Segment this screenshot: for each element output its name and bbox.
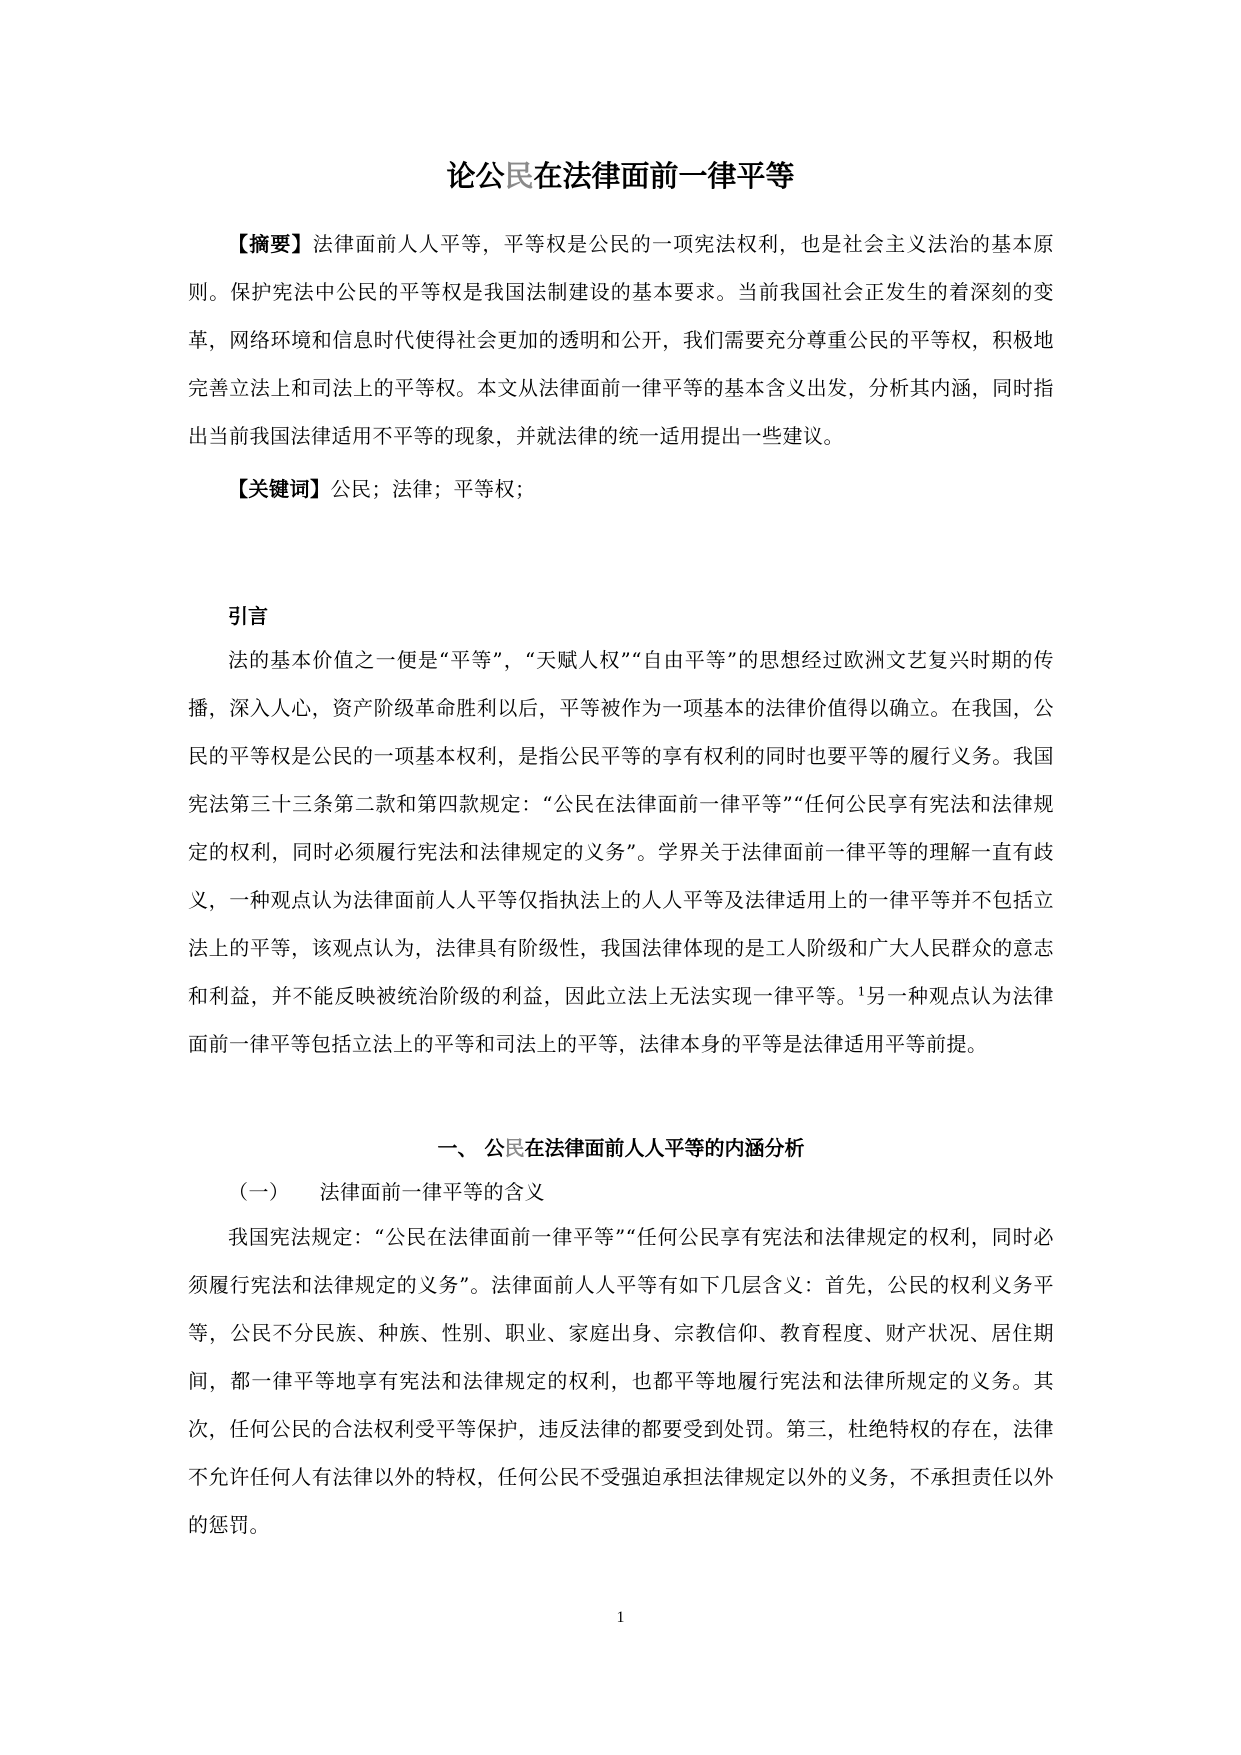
keywords-label: 【关键词】 (228, 477, 331, 501)
section-1-heading (188, 1128, 1054, 1168)
title-part-1: 论公 (446, 159, 505, 193)
document-title (0, 156, 1241, 196)
subsection-1-number: （一） (228, 1180, 290, 1204)
section-1-number: 一、 (437, 1136, 478, 1160)
intro-text: 法的基本价值之一便是“平等”，“天赋人权”“自由平等”的思想经过欧洲文艺复兴时期的传播，深入人心，资产阶级革命胜利以后，平等被作为一项基本的法律价值得以确立。在我国，公民的平等权是公民的一项基本权利，是指公民平等的享有权利的同时也要平等的履行义务。我国宪法第三十三条第二款和第四款规定：“公民在法律面前一律平等”“任何公民享有宪法和法律规定的权利，同时必须履行宪法和法律规定的义务”。学界关于法律面前一律平等的理解一直有歧义，一种观点认为法律面前人人平等仅指执法上的人人平等及法律适用上的一律平等并不包括立法上的平等，该观点认为，法律具有阶级性，我国法律体现的是工人阶级和广大人民群众的意志和利益，并不能反映被统治阶级的利益，因此立法上无法实现一律平等。 (188, 648, 1054, 1008)
section-1-title-part-1: 公 (484, 1136, 505, 1160)
page-number: 1 (616, 1609, 625, 1626)
section-1-title-part-3: 在法律面前人人平等的内涵分析 (524, 1136, 805, 1160)
subsection-1-heading (188, 1172, 1054, 1212)
subsection-1-paragraph: 我国宪法规定：“公民在法律面前一律平等”“任何公民享有宪法和法律规定的权利，同时必须履行宪法和法律规定的义务”。法律面前人人平等有如下几层含义：首先，公民的权利义务平等，公民不分民族、种族、性别、职业、家庭出身、宗教信仰、教育程度、财产状况、居住期间，都一律平等地享有宪法和法律规定的权利，也都平等地履行宪法和法律所规定的义务。其次，任何公民的合法权利受平等保护，违反法律的都要受到处罚。第三，杜绝特权的存在，法律不允许任何人有法律以外的特权，任何公民不受强迫承担法律规定以外的义务，不承担责任以外的惩罚。 (188, 1225, 1054, 1537)
footnote-marker[interactable]: 1 (857, 984, 866, 999)
title-part-2: 民 (504, 159, 534, 193)
section-1-title-part-2: 民 (504, 1136, 525, 1160)
abstract-label: 【摘要】 (228, 232, 313, 256)
abstract-paragraph (188, 220, 1054, 460)
abstract-text: 法律面前人人平等，平等权是公民的一项宪法权利，也是社会主义法治的基本原则。保护宪法中公民的平等权是我国法制建设的基本要求。当前我国社会正发生的着深刻的变革，网络环境和信息时代使得社会更加的透明和公开，我们需要充分尊重公民的平等权，积极地完善立法上和司法上的平等权。本文从法律面前一律平等的基本含义出发，分析其内涵，同时指出当前我国法律适用不平等的现象，并就法律的统一适用提出一些建议。 (188, 232, 1055, 448)
intro-heading: 引言 (228, 604, 268, 628)
title-part-3: 在法律面前一律平等 (533, 159, 795, 193)
subsection-1-title: 法律面前一律平等的含义 (319, 1180, 545, 1204)
intro-paragraph (188, 636, 1054, 1068)
keywords-text: 公民；法律；平等权； (330, 477, 536, 501)
keywords-paragraph (188, 465, 1054, 513)
intro-text-continued: 另一种观点认为法律面前一律平等包括立法上的平等和司法上的平等，法律本身的平等是法律适用平等前提。 (188, 984, 1055, 1056)
